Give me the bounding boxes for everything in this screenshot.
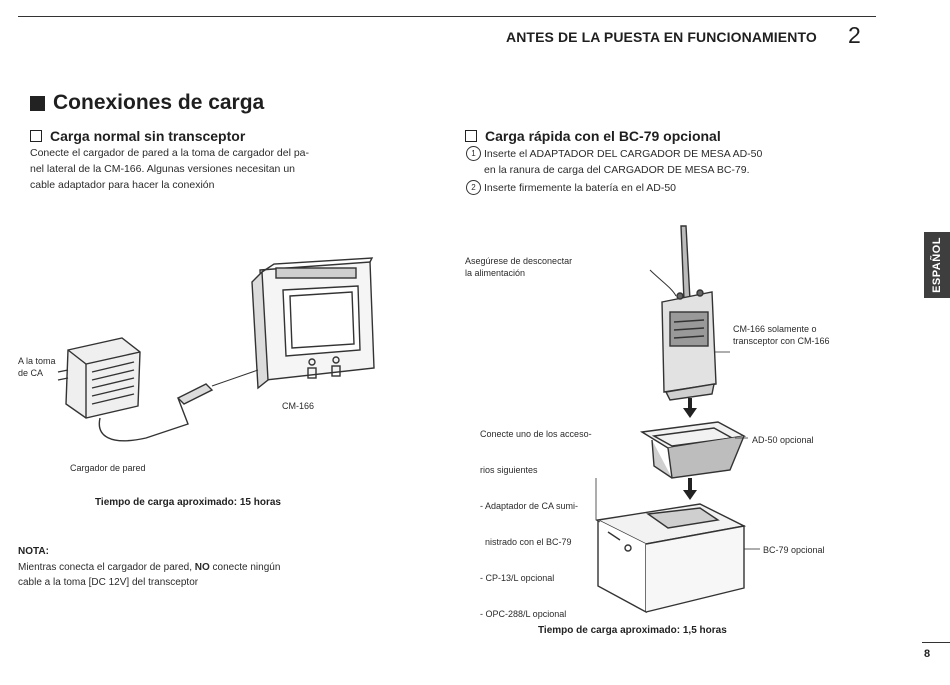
step-line: en la ranura de carga del CARGADOR DE MESA BC-79. — [484, 164, 750, 176]
left-paragraph-line: Conecte el cargador de pared a la toma de cargador del pa- — [30, 147, 310, 159]
accessory-line: nistrado con el BC-79 — [480, 537, 572, 547]
note-text-c: conecte ningún — [209, 562, 281, 573]
ad50-adapter-drawing — [642, 422, 744, 478]
insert-arrow-head — [683, 408, 697, 418]
right-subhead-text: Carga rápida con el BC-79 opcional — [485, 128, 721, 144]
outlet-label-line: de CA — [18, 368, 44, 378]
note-line: cable a la toma [DC 12V] del transceptor — [18, 577, 199, 588]
language-side-tab — [924, 232, 950, 298]
ad50-label: AD-50 opcional — [752, 435, 814, 445]
right-charge-time: Tiempo de carga aproximado: 1,5 horas — [538, 625, 727, 636]
language-side-tab-text: ESPAÑOL — [931, 237, 943, 293]
note-text-a: Mientras conecta el cargador de pared, — [18, 562, 195, 573]
accessory-list — [480, 404, 592, 632]
chapter-number: 2 — [848, 22, 861, 48]
cm166-right-label-line: transceptor con CM-166 — [733, 336, 830, 346]
step-line: Inserte el ADAPTADOR DEL CARGADOR DE MESA AD-50 — [484, 148, 763, 160]
section-title-text: Conexiones de carga — [53, 91, 265, 114]
accessory-line: - Adaptador de CA sumi- — [480, 501, 579, 511]
bc79-charger-drawing — [598, 504, 744, 612]
accessory-line: Conecte uno de los acceso- — [480, 429, 592, 439]
step-number: 2 — [466, 180, 481, 195]
disconnect-warning-line: Asegúrese de desconectar — [465, 256, 573, 266]
accessory-line: rios siguientes — [480, 465, 538, 475]
outlet-label-line: A la toma — [18, 356, 56, 366]
left-charge-time: Tiempo de carga aproximado: 15 horas — [95, 497, 281, 508]
step-line: Inserte firmemente la batería en el AD-50 — [484, 182, 677, 194]
accessory-line: - CP-13/L opcional — [480, 573, 555, 583]
running-header-title: ANTES DE LA PUESTA EN FUNCIONAMIENTO — [506, 29, 817, 45]
left-subhead-text: Carga normal sin transceptor — [50, 128, 246, 144]
page-number-rule — [922, 642, 950, 643]
insert-arrow-head — [683, 490, 697, 500]
cm166-right-label-line: CM-166 solamente o — [733, 324, 817, 334]
charger-label: Cargador de pared — [70, 463, 146, 473]
note-title: NOTA: — [18, 546, 49, 557]
cm166-right-label — [733, 323, 830, 347]
accessory-line: - OPC-288/L opcional — [480, 609, 567, 619]
bc79-label: BC-79 opcional — [763, 545, 825, 555]
step-number: 1 — [466, 146, 481, 161]
left-paragraph-line: nel lateral de la CM-166. Algunas versiones necesitan un — [30, 163, 295, 175]
transceiver-drawing — [650, 226, 716, 400]
note-text-emphasis: NO — [194, 562, 210, 573]
page-number: 8 — [924, 648, 931, 660]
left-paragraph-line: cable adaptador para hacer la conexión — [30, 179, 215, 191]
disconnect-warning-line: la alimentación — [465, 268, 526, 278]
cm166-label: CM-166 — [282, 401, 315, 411]
disconnect-warning — [465, 255, 572, 279]
